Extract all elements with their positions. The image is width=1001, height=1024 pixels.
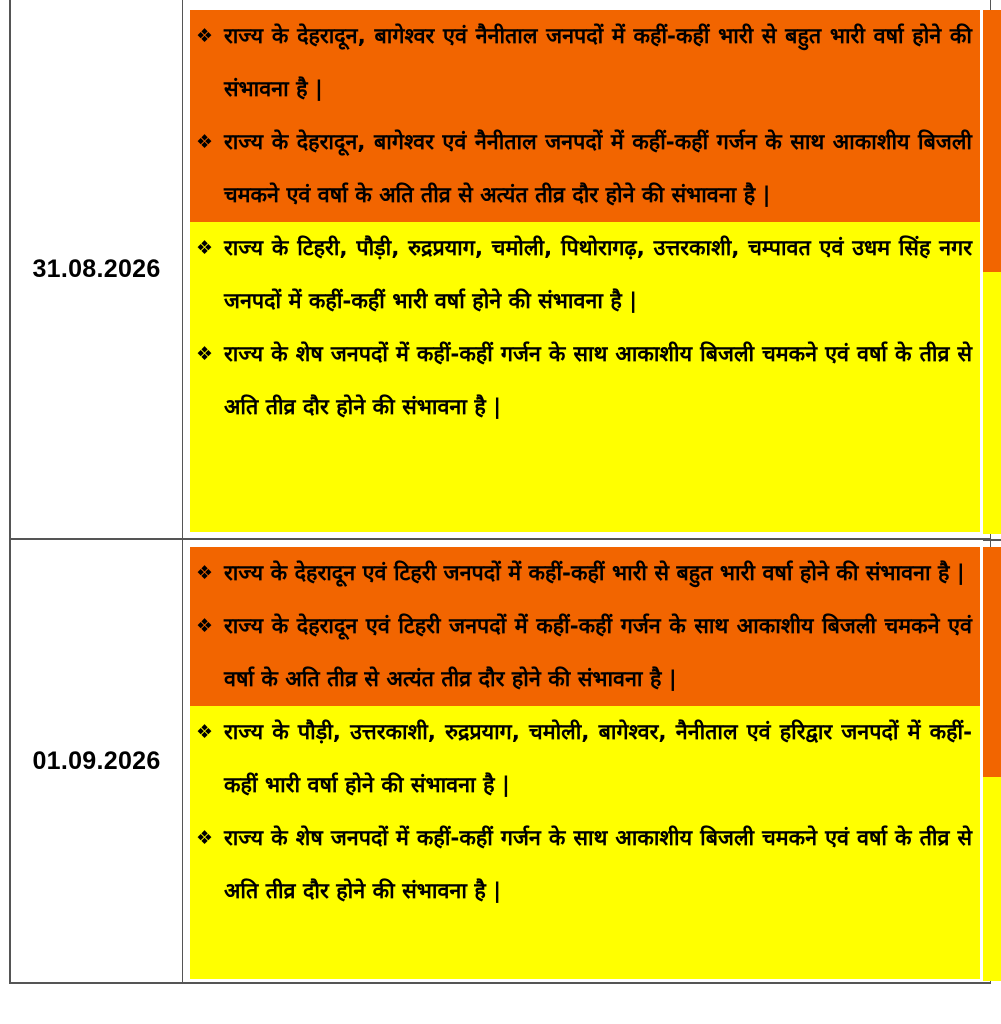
diamond-bullet-icon: ❖ — [196, 827, 214, 849]
warning-bullet — [190, 328, 980, 434]
warning-bullet — [190, 547, 980, 600]
forecast-row-1 — [9, 0, 1001, 540]
warning-bullet — [190, 10, 980, 116]
date-label: 31.08.2026 — [32, 254, 161, 283]
warning-text: राज्य के शेष जनपदों में कहीं-कहीं गर्जन के साथ आकाशीय बिजली चमकने एवं वर्षा के तीव्र से अति तीव्र दौर होने की संभावना है | — [224, 826, 972, 904]
warning-cell — [183, 0, 991, 540]
warning-text: राज्य के देहरादून एवं टिहरी जनपदों में कहीं-कहीं गर्जन के साथ आकाशीय बिजली चमकने एवं वर्षा के अति तीव्र से अत्यंत तीव्र दौर होने की संभावना है | — [224, 614, 972, 692]
diamond-bullet-icon: ❖ — [196, 615, 214, 637]
warning-bullet — [190, 222, 980, 328]
diamond-bullet-icon: ❖ — [196, 25, 214, 47]
date-label: 01.09.2026 — [32, 746, 161, 775]
warning-bullet — [190, 600, 980, 706]
warning-text: राज्य के देहरादून, बागेश्वर एवं नैनीताल जनपदों में कहीं-कहीं गर्जन के साथ आकाशीय बिजली चमकने एवं वर्षा के अति तीव्र से अत्यंत तीव्र दौर होने की संभावना है | — [224, 130, 972, 208]
date-cell — [9, 540, 183, 984]
warning-text: राज्य के देहरादून, बागेश्वर एवं नैनीताल जनपदों में कहीं-कहीं भारी से बहुत भारी वर्षा होने की संभावना है | — [224, 24, 972, 102]
next-column-orange — [983, 10, 1001, 272]
diamond-bullet-icon: ❖ — [196, 131, 214, 153]
warning-text: राज्य के टिहरी, पौड़ी, रुद्रप्रयाग, चमोली, पिथोरागढ़, उत्तरकाशी, चम्पावत एवं उधम सिंह नगर जनपदों में कहीं-कहीं भारी वर्षा होने की संभावना है | — [224, 236, 972, 314]
orange-warning-block — [190, 10, 980, 222]
diamond-bullet-icon: ❖ — [196, 343, 214, 365]
forecast-row-2 — [9, 540, 1001, 984]
date-cell — [9, 0, 183, 540]
yellow-warning-area — [190, 10, 980, 532]
diamond-bullet-icon: ❖ — [196, 237, 214, 259]
warning-text: राज्य के पौड़ी, उत्तरकाशी, रुद्रप्रयाग, चमोली, बागेश्वर, नैनीताल एवं हरिद्वार जनपदों में कहीं-कहीं भारी वर्षा होने की संभावना है | — [224, 720, 972, 798]
diamond-bullet-icon: ❖ — [196, 562, 214, 584]
warning-text: राज्य के देहरादून एवं टिहरी जनपदों में कहीं-कहीं भारी से बहुत भारी वर्षा होने की संभावना है | — [224, 561, 965, 586]
next-column-edge — [983, 0, 1001, 1024]
warning-cell — [183, 540, 991, 984]
warning-bullet — [190, 812, 980, 918]
next-column-orange — [983, 547, 1001, 777]
warning-text: राज्य के शेष जनपदों में कहीं-कहीं गर्जन के साथ आकाशीय बिजली चमकने एवं वर्षा के तीव्र से अति तीव्र दौर होने की संभावना है | — [224, 342, 972, 420]
warning-bullet — [190, 116, 980, 222]
next-column-divider — [983, 539, 1001, 541]
warning-bullet — [190, 706, 980, 812]
yellow-warning-area — [190, 547, 980, 979]
diamond-bullet-icon: ❖ — [196, 721, 214, 743]
orange-warning-block — [190, 547, 980, 706]
